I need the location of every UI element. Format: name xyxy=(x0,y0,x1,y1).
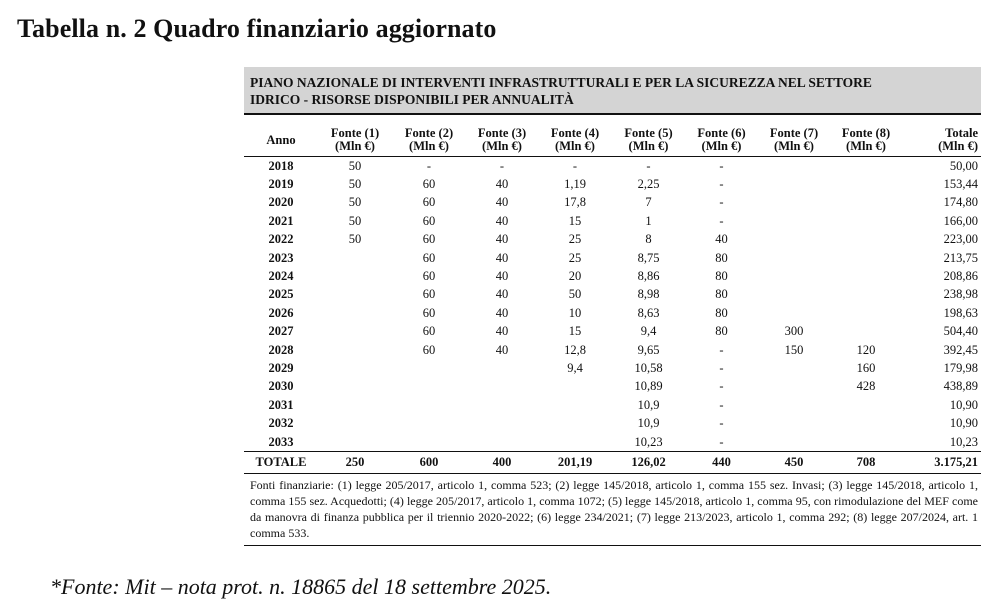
header-label: Fonte (2) xyxy=(404,126,454,140)
year-cell: 2030 xyxy=(268,379,294,394)
table-row xyxy=(244,249,981,267)
value-cell: 60 xyxy=(422,250,436,265)
table-body xyxy=(244,157,981,473)
table-row xyxy=(244,433,981,452)
value-cell: 10,9 xyxy=(637,397,660,412)
value-cell xyxy=(830,323,902,341)
header-label: Fonte (7) xyxy=(769,126,819,140)
total-cell: 504,40 xyxy=(943,324,978,339)
total-cell: 438,89 xyxy=(943,379,978,394)
value-cell xyxy=(758,359,830,377)
header-label: Fonte (1) xyxy=(330,126,380,140)
header-fonte-7 xyxy=(758,115,830,157)
header-unit: (Mln €) xyxy=(938,139,978,153)
value-cell xyxy=(318,414,392,432)
value-cell: 15 xyxy=(568,324,582,339)
header-fonte-1 xyxy=(318,115,392,157)
totals-cell: 708 xyxy=(830,452,902,473)
header-unit: (Mln €) xyxy=(701,139,742,153)
header-unit: (Mln €) xyxy=(482,139,522,153)
header-unit: (Mln €) xyxy=(846,139,886,153)
value-cell: - xyxy=(499,158,505,173)
financial-table-block xyxy=(244,67,981,546)
header-label: Fonte (4) xyxy=(550,126,600,140)
value-cell xyxy=(538,433,612,452)
total-cell: 10,90 xyxy=(949,397,978,412)
value-cell xyxy=(758,212,830,230)
value-cell: 40 xyxy=(495,324,509,339)
table-row xyxy=(244,396,981,414)
totals-cell: 450 xyxy=(758,452,830,473)
value-cell: - xyxy=(719,342,724,357)
value-cell xyxy=(758,304,830,322)
total-cell: 198,63 xyxy=(943,305,978,320)
value-cell xyxy=(830,433,902,452)
value-cell: 10,89 xyxy=(634,379,663,394)
value-cell: 15 xyxy=(568,213,582,228)
value-cell: 8,75 xyxy=(637,250,660,265)
value-cell: 60 xyxy=(422,213,436,228)
value-cell xyxy=(758,157,830,176)
value-cell: 50 xyxy=(348,213,362,228)
value-cell xyxy=(830,194,902,212)
value-cell: 60 xyxy=(422,177,436,192)
year-cell: 2022 xyxy=(268,232,294,247)
value-cell xyxy=(758,286,830,304)
value-cell xyxy=(758,249,830,267)
year-cell: 2019 xyxy=(268,177,294,192)
table-row xyxy=(244,286,981,304)
totals-cell: 201,19 xyxy=(538,452,612,473)
value-cell: 80 xyxy=(715,287,728,302)
total-cell: 10,90 xyxy=(949,416,978,431)
table-row xyxy=(244,304,981,322)
value-cell: 8,63 xyxy=(637,305,660,320)
value-cell: 8,98 xyxy=(637,287,660,302)
table-row xyxy=(244,323,981,341)
header-fonte-4 xyxy=(538,115,612,157)
header-fonte-6 xyxy=(685,115,758,157)
value-cell: 8 xyxy=(645,232,652,247)
value-cell: 428 xyxy=(856,379,876,394)
value-cell: 40 xyxy=(495,177,509,192)
table-row xyxy=(244,378,981,396)
total-cell: 153,44 xyxy=(943,177,978,192)
value-cell xyxy=(538,414,612,432)
table-row xyxy=(244,231,981,249)
value-cell xyxy=(318,249,392,267)
page-title: Tabella n. 2 Quadro finanziario aggiornato xyxy=(17,14,497,43)
year-cell: 2021 xyxy=(268,213,294,228)
value-cell: 160 xyxy=(856,360,876,375)
value-cell: 25 xyxy=(568,232,582,247)
table-row xyxy=(244,359,981,377)
value-cell xyxy=(830,175,902,193)
year-cell: 2024 xyxy=(268,269,294,284)
value-cell: 1,19 xyxy=(564,177,586,192)
value-cell: 40 xyxy=(495,232,509,247)
value-cell: 60 xyxy=(422,232,436,247)
value-cell: - xyxy=(719,379,724,394)
value-cell xyxy=(318,286,392,304)
value-cell: 300 xyxy=(784,324,804,339)
value-cell: 40 xyxy=(495,250,509,265)
header-unit: (Mln €) xyxy=(409,139,449,153)
value-cell: 17,8 xyxy=(564,195,586,210)
year-cell: 2020 xyxy=(268,195,294,210)
header-fonte-2 xyxy=(392,115,466,157)
totals-cell: 126,02 xyxy=(612,452,685,473)
value-cell: - xyxy=(719,360,724,375)
totals-row xyxy=(244,452,981,473)
header-label: Anno xyxy=(266,132,296,147)
value-cell: 50 xyxy=(348,158,362,173)
value-cell: 120 xyxy=(856,342,876,357)
totals-cell: 600 xyxy=(392,452,466,473)
funding-notes: Fonti finanziarie: (1) legge 205/2017, articolo 1, comma 523; (2) legge 145/2018, articolo 1, comma 155 sez. Invasi; (3) legge 145/2018, articolo 1, comma 155 sez. Acquedotti; (4) legge 205/2017, articolo 1, comma 1072; (5) legge 145/2018, articolo 1, comma 95, con rimodulazione del MEF come da manovra di finanza pubblica per il triennio 2020-2022; (6) legge 234/2021; (7) legge 213/2023, articolo 1, comma 292; (8) legge 207/2024, art. 1 comma 533. xyxy=(244,473,981,546)
value-cell: 80 xyxy=(715,269,728,284)
value-cell: 60 xyxy=(422,195,436,210)
year-cell: 2025 xyxy=(268,287,294,302)
value-cell: 7 xyxy=(645,195,652,210)
table-row xyxy=(244,212,981,230)
year-cell: 2033 xyxy=(268,434,294,449)
value-cell xyxy=(830,267,902,285)
value-cell xyxy=(830,414,902,432)
value-cell: 9,4 xyxy=(567,360,583,375)
value-cell: 60 xyxy=(422,324,436,339)
totals-label: TOTALE xyxy=(244,452,318,473)
value-cell: - xyxy=(719,177,724,192)
value-cell xyxy=(538,396,612,414)
table-row xyxy=(244,194,981,212)
value-cell xyxy=(318,304,392,322)
value-cell xyxy=(392,433,466,452)
value-cell xyxy=(318,341,392,359)
table-row xyxy=(244,157,981,176)
value-cell: 60 xyxy=(422,342,436,357)
value-cell xyxy=(318,378,392,396)
value-cell xyxy=(758,396,830,414)
value-cell xyxy=(318,359,392,377)
year-cell: 2018 xyxy=(268,158,294,173)
header-anno xyxy=(244,115,318,157)
total-cell: 166,00 xyxy=(943,213,978,228)
value-cell xyxy=(758,433,830,452)
value-cell: 80 xyxy=(715,305,728,320)
header-totale xyxy=(902,115,981,157)
year-cell: 2026 xyxy=(268,305,294,320)
value-cell xyxy=(392,359,466,377)
value-cell: 1 xyxy=(645,213,652,228)
header-unit: (Mln €) xyxy=(555,139,595,153)
value-cell: - xyxy=(719,416,724,431)
header-unit: (Mln €) xyxy=(335,139,375,153)
value-cell: 80 xyxy=(715,324,728,339)
value-cell: 12,8 xyxy=(564,342,586,357)
value-cell xyxy=(758,378,830,396)
value-cell: 25 xyxy=(568,250,582,265)
value-cell: 10,9 xyxy=(637,416,660,431)
total-cell: 179,98 xyxy=(943,360,978,375)
value-cell xyxy=(758,194,830,212)
totals-cell: 400 xyxy=(466,452,538,473)
value-cell: 9,4 xyxy=(640,324,657,339)
source-note: *Fonte: Mit – nota prot. n. 18865 del 18 settembre 2025. xyxy=(50,574,552,599)
value-cell: - xyxy=(426,158,432,173)
header-fonte-3 xyxy=(466,115,538,157)
value-cell: 8,86 xyxy=(637,269,660,284)
value-cell: 60 xyxy=(422,305,436,320)
total-cell: 174,80 xyxy=(943,195,978,210)
value-cell: 40 xyxy=(715,232,728,247)
value-cell: 10,58 xyxy=(634,360,663,375)
value-cell: 40 xyxy=(495,195,509,210)
value-cell: 60 xyxy=(422,287,436,302)
banner-line-1: PIANO NAZIONALE DI INTERVENTI INFRASTRUTTURALI E PER LA SICUREZZA NEL SETTORE xyxy=(250,75,872,90)
value-cell xyxy=(758,267,830,285)
value-cell: 40 xyxy=(495,305,509,320)
total-cell: 238,98 xyxy=(943,287,978,302)
value-cell xyxy=(318,323,392,341)
value-cell xyxy=(830,231,902,249)
table-row xyxy=(244,175,981,193)
value-cell xyxy=(830,304,902,322)
value-cell: 10,23 xyxy=(634,434,663,449)
header-fonte-5 xyxy=(612,115,685,157)
table-row xyxy=(244,267,981,285)
header-label: Fonte (3) xyxy=(477,126,527,140)
value-cell xyxy=(466,433,538,452)
header-label: Fonte (8) xyxy=(841,126,891,140)
value-cell xyxy=(830,157,902,176)
totals-cell: 250 xyxy=(318,452,392,473)
totals-cell: 3.175,21 xyxy=(902,452,981,473)
value-cell xyxy=(830,212,902,230)
value-cell: - xyxy=(572,158,578,173)
value-cell xyxy=(466,378,538,396)
year-cell: 2028 xyxy=(268,342,294,357)
banner-line-2: IDRICO - RISORSE DISPONIBILI PER ANNUALITÀ xyxy=(250,92,574,107)
value-cell xyxy=(466,396,538,414)
total-cell: 208,86 xyxy=(943,269,978,284)
year-cell: 2031 xyxy=(268,397,294,412)
year-cell: 2023 xyxy=(268,250,294,265)
value-cell: 50 xyxy=(568,287,582,302)
table-row xyxy=(244,414,981,432)
value-cell xyxy=(830,396,902,414)
value-cell: 2,25 xyxy=(637,177,660,192)
table-banner xyxy=(244,67,981,113)
value-cell: 50 xyxy=(348,232,362,247)
value-cell: 40 xyxy=(495,213,509,228)
value-cell: 50 xyxy=(348,177,362,192)
total-cell: 50,00 xyxy=(949,158,978,173)
header-label: Fonte (5) xyxy=(624,126,673,140)
value-cell: - xyxy=(719,397,724,412)
value-cell xyxy=(830,249,902,267)
total-cell: 10,23 xyxy=(949,434,978,449)
year-cell: 2032 xyxy=(268,416,294,431)
table-header-row xyxy=(244,115,981,157)
header-fonte-8 xyxy=(830,115,902,157)
value-cell: 9,65 xyxy=(637,342,660,357)
header-unit: (Mln €) xyxy=(628,139,669,153)
value-cell: 80 xyxy=(715,250,728,265)
total-cell: 392,45 xyxy=(943,342,978,357)
table-row xyxy=(244,341,981,359)
value-cell xyxy=(758,414,830,432)
total-cell: 213,75 xyxy=(943,250,978,265)
value-cell: - xyxy=(646,158,651,173)
header-unit: (Mln €) xyxy=(774,139,814,153)
value-cell xyxy=(758,231,830,249)
value-cell xyxy=(538,378,612,396)
financial-table xyxy=(244,115,981,472)
value-cell xyxy=(392,414,466,432)
value-cell xyxy=(318,267,392,285)
value-cell: 10 xyxy=(568,305,582,320)
value-cell: - xyxy=(719,434,724,449)
value-cell xyxy=(830,286,902,304)
value-cell: 20 xyxy=(568,269,582,284)
totals-cell: 440 xyxy=(685,452,758,473)
value-cell: 60 xyxy=(422,269,436,284)
value-cell xyxy=(758,175,830,193)
value-cell: 40 xyxy=(495,342,509,357)
value-cell xyxy=(466,359,538,377)
header-label: Fonte (6) xyxy=(697,126,746,140)
value-cell: 40 xyxy=(495,269,509,284)
value-cell xyxy=(466,414,538,432)
value-cell xyxy=(318,396,392,414)
value-cell xyxy=(392,378,466,396)
value-cell: - xyxy=(719,195,724,210)
header-label: Totale xyxy=(945,126,978,140)
total-cell: 223,00 xyxy=(943,232,978,247)
value-cell: 40 xyxy=(495,287,509,302)
value-cell: - xyxy=(719,213,724,228)
value-cell: 150 xyxy=(784,342,804,357)
value-cell xyxy=(392,396,466,414)
year-cell: 2029 xyxy=(268,360,294,375)
value-cell: 50 xyxy=(348,195,362,210)
value-cell: - xyxy=(719,158,724,173)
year-cell: 2027 xyxy=(268,324,294,339)
value-cell xyxy=(318,433,392,452)
